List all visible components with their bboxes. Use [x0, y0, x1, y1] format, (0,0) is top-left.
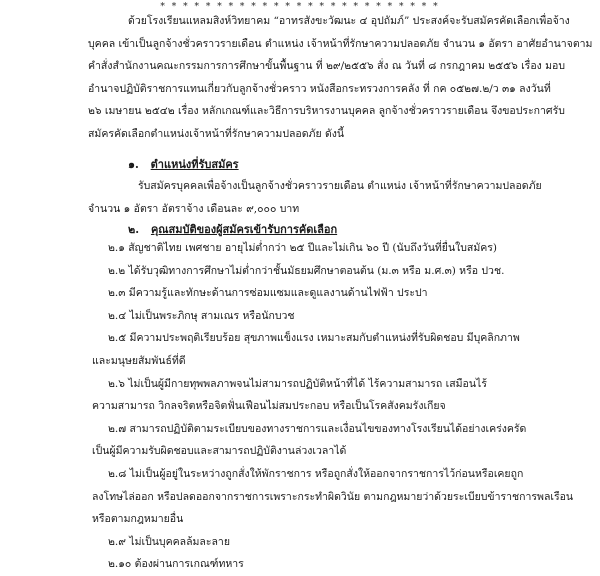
qualification-continuation: หรือตามกฎหมายอื่น — [92, 513, 184, 526]
decorative-star-divider: * * * * * * * * * * * * * * * * * * * * * * * * * — [160, 2, 440, 12]
intro-paragraph — [88, 10, 593, 146]
section-2-heading — [128, 220, 337, 238]
qualification-item: ๒.๑ สัญชาติไทย เพศชาย อายุไม่ต่ำกว่า ๒๕ ปีและไม่เกิน ๖๐ ปี (นับถึงวันที่ยื่นใบสมัคร) — [108, 242, 498, 254]
qualification-continuation: ลงโทษไล่ออก หรือปลดออกจากราชการเพราะกระทำผิดวินัย ตามกฎหมายว่าด้วยระเบียบข้าราชการพลเรือน — [92, 490, 574, 503]
qualification-item: ๒.๘ ไม่เป็นผู้อยู่ในระหว่างถูกสั่งให้พักราชการ หรือถูกสั่งให้ออกจากราชการไว้ก่อนหรือเคยถูก — [108, 467, 524, 480]
section-1-number: ๑. — [128, 158, 139, 171]
intro-line: ด้วยโรงเรียนแหลมสิงห์วิทยาคม “อาทรสังขะวัฒนะ ๔ อุปถัมภ์” ประสงค์จะรับสมัครคัดเลือกเพื่อจ้าง — [128, 15, 570, 27]
qualification-item: ๒.๒ ได้รับวุฒิทางการศึกษาไม่ต่ำกว่าชั้นมัธยมศึกษาตอนต้น (ม.๓ หรือ ม.ศ.๓) หรือ ปวช. — [108, 264, 505, 277]
intro-line: บุคคล เข้าเป็นลูกจ้างชั่วคราวรายเดือน ตำแหน่ง เจ้าหน้าที่รักษาความปลอดภัย จำนวน ๑ อัตรา อาศัยอำนาจตาม — [88, 37, 593, 50]
section-1-body — [88, 175, 578, 220]
qualification-continuation: เป็นผู้มีความรับผิดชอบและสามารถปฏิบัติงานล่วงเวลาได้ — [92, 445, 347, 458]
qualification-continuation: ความสามารถ วิกลจริตหรือจิตฟั่นเฟือนไม่สมประกอบ หรือเป็นโรคสังคมรังเกียจ — [92, 400, 446, 413]
qualification-continuation: และมนุษยสัมพันธ์ที่ดี — [92, 354, 186, 367]
section-2-title: คุณสมบัติของผู้สมัครเข้ารับการคัดเลือก — [150, 223, 338, 236]
intro-line: ๒๖ เมษายน ๒๕๔๒ เรื่อง หลักเกณฑ์และวิธีการบริหารงานบุคคล ลูกจ้างชั่วคราวรายเดือน จึงขอประกาศรับ — [88, 105, 565, 118]
section-1-heading — [128, 155, 239, 173]
qualification-item: ๒.๔ ไม่เป็นพระภิกษุ สามเณร หรือนักบวช — [108, 309, 295, 322]
section-1-line: รับสมัครบุคคลเพื่อจ้างเป็นลูกจ้างชั่วคราวรายเดือน ตำแหน่ง เจ้าหน้าที่รักษาความปลอดภัย — [138, 180, 542, 192]
qualification-item: ๒.๗ สามารถปฏิบัติตามระเบียบของทางราชการและเงื่อนไขของทางโรงเรียนได้อย่างเคร่งครัด — [108, 422, 527, 435]
section-1-line: จำนวน ๑ อัตรา อัตราจ้าง เดือนละ ๙,๐๐๐ บาท — [88, 202, 300, 215]
qualification-item: ๒.๓ มีความรู้และทักษะด้านการซ่อมแซมและดูแลงานด้านไฟฟ้า ประปา — [108, 287, 428, 300]
intro-line: อำนาจปฏิบัติราชการแทนเกี่ยวกับลูกจ้างชั่วคราว หนังสือกระทรวงการคลัง ที่ กค ๐๕๒๗.๒/ว ๓๑ ลงวันที่ — [88, 82, 551, 95]
qualification-item: ๒.๕ มีความประพฤติเรียบร้อย สุขภาพแข็งแรง เหมาะสมกับตำแหน่งที่รับผิดชอบ มีบุคลิกภาพ — [108, 332, 520, 345]
qualification-item: ๒.๙ ไม่เป็นบุคคลล้มละลาย — [108, 535, 230, 548]
qualification-item: ๒.๖ ไม่เป็นผู้มีกายทุพพลภาพจนไม่สามารถปฏิบัติหน้าที่ได้ ไร้ความสามารถ เสมือนไร้ — [108, 377, 487, 390]
section-2-number: ๒. — [128, 223, 140, 236]
qualification-list — [92, 237, 582, 576]
intro-line: คำสั่งสำนักงานคณะกรรมการการศึกษาขั้นพื้นฐาน ที่ ๒๙/๒๕๕๖ สั่ง ณ วันที่ ๘ กรกฎาคม ๒๕๕๖ เรื่อง มอบ — [88, 60, 565, 73]
section-1-title: ตำแหน่งที่รับสมัคร — [150, 158, 239, 171]
intro-line: สมัครคัดเลือกตำแหน่งเจ้าหน้าที่รักษาความปลอดภัย ดังนี้ — [88, 127, 345, 140]
qualification-item: ๒.๑๐ ต้องผ่านการเกณฑ์ทหาร — [108, 558, 244, 571]
